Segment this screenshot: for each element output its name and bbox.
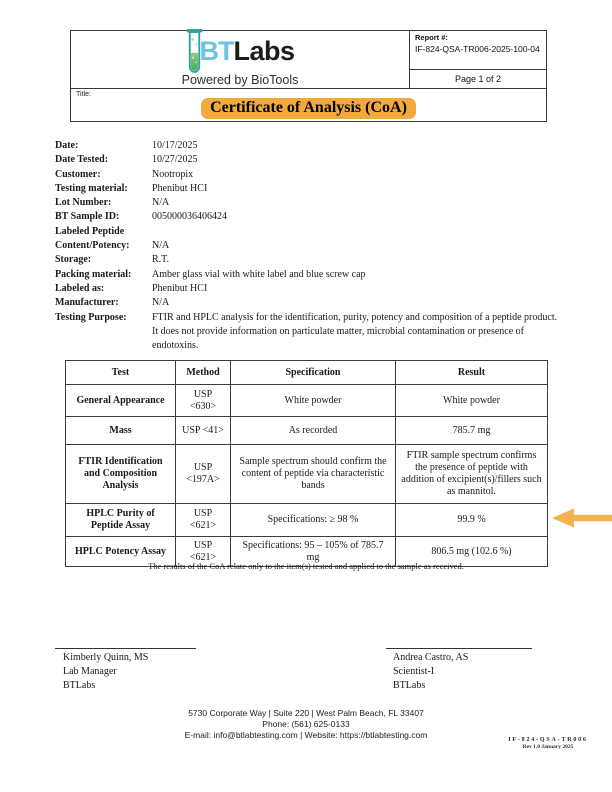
signature-block-lab-manager <box>55 648 196 693</box>
results-disclaimer: The results of the CoA relate only to the item(s) tested and applied to the sample as received. <box>148 561 464 571</box>
detail-label: Testing Purpose: <box>55 311 127 323</box>
detail-value <box>152 225 560 239</box>
detail-value: 10/17/2025 <box>152 140 198 151</box>
detail-value: N/A <box>152 240 170 252</box>
result-cell: 806.5 mg (102.6 %) <box>396 537 548 567</box>
column-header-result: Result <box>396 361 548 385</box>
detail-value: 005000036406424 <box>152 211 227 223</box>
detail-value: Nootropix <box>152 168 194 180</box>
result-cell: White powder <box>396 385 548 417</box>
detail-label: Lot Number: <box>55 197 112 209</box>
document-code-stamp <box>492 737 604 750</box>
detail-value: Amber glass vial with white label and blue screw cap <box>152 268 366 280</box>
table-row <box>66 385 548 417</box>
test-cell: FTIR Identification and Composition Analysis <box>66 445 176 504</box>
detail-row <box>55 253 562 267</box>
doc-code: IF-824-QSA-TR006 <box>508 737 588 743</box>
detail-label: Packing material: <box>55 268 132 280</box>
method-cell: USP <41> <box>176 417 231 445</box>
detail-value: FTIR and HPLC analysis for the identification, purity, potency and composition of a peptide product. It does not provide information on particulate matter, microbial contamination or presence of endotoxins. <box>152 311 558 352</box>
signer-name: Andrea Castro, AS <box>393 652 469 663</box>
document-title: Certificate of Analysis (CoA) <box>201 98 416 119</box>
detail-row <box>55 311 562 354</box>
detail-value: Phenibut HCI <box>152 182 208 194</box>
signer-title: Scientist-I <box>393 666 435 677</box>
detail-row <box>55 210 562 224</box>
signature-block-scientist <box>386 648 532 693</box>
specification-cell: Specifications: 95 – 105% of 785.7 mg <box>231 537 396 567</box>
detail-value: N/A <box>152 297 170 309</box>
signer-org: BTLabs <box>63 680 96 691</box>
detail-value: N/A <box>152 197 170 209</box>
detail-value: R.T. <box>152 254 170 266</box>
sample-details <box>55 139 562 353</box>
detail-row <box>55 239 562 253</box>
signer-name: Kimberly Quinn, MS <box>63 652 149 663</box>
footer-address: 5730 Corporate Way | Suite 220 | West Palm Beach, FL 33407 <box>188 708 424 718</box>
table-row <box>66 417 548 445</box>
specification-cell: As recorded <box>231 417 396 445</box>
detail-label: BT Sample ID: <box>55 211 120 223</box>
specification-cell: Specifications: ≥ 98 % <box>231 504 396 537</box>
table-row <box>66 504 548 537</box>
detail-label: Manufacturer: <box>55 297 119 309</box>
detail-row <box>55 168 562 182</box>
detail-value: 10/27/2025 <box>152 154 198 166</box>
column-header-method: Method <box>176 361 231 385</box>
logo-bt-text: BT <box>199 36 234 66</box>
test-tube-icon <box>185 28 204 74</box>
result-cell: FTIR sample spectrum confirms the presence of peptide with addition of excipient(s)/fillers such as mannitol. <box>396 445 548 504</box>
signer-title: Lab Manager <box>63 666 117 677</box>
method-cell: USP <197A> <box>176 445 231 504</box>
doc-revision: Rev 1.0 January 2025 <box>522 744 574 750</box>
specification-cell: White powder <box>231 385 396 417</box>
detail-label: Labeled Peptide <box>55 225 125 237</box>
detail-label: Testing material: <box>55 182 128 194</box>
specification-cell: Sample spectrum should confirm the content of peptide via characteristic bands <box>231 445 396 504</box>
detail-row <box>55 182 562 196</box>
detail-row <box>55 282 562 296</box>
detail-label: Date Tested: <box>55 154 109 166</box>
footer-phone: Phone: (561) 625-0133 <box>262 719 350 729</box>
detail-row <box>55 153 562 167</box>
detail-label: Content/Potency: <box>55 240 130 252</box>
test-cell: HPLC Potency Assay <box>66 537 176 567</box>
report-number-value: IF-824-QSA-TR006-2025-100-04 <box>415 44 540 54</box>
detail-row <box>55 268 562 282</box>
footer-email-website: E-mail: info@btlabtesting.com | Website: https://btlabtesting.com <box>184 730 428 740</box>
detail-label: Storage: <box>55 254 92 266</box>
page-indicator: Page 1 of 2 <box>454 74 502 84</box>
signer-org: BTLabs <box>393 680 426 691</box>
report-number-label: Report #: <box>415 33 448 42</box>
method-cell: USP <630> <box>176 385 231 417</box>
result-cell: 99.9 % <box>396 504 548 537</box>
detail-row <box>55 296 562 310</box>
detail-label: Customer: <box>55 168 101 180</box>
logo-labs-text: Labs <box>233 36 295 66</box>
detail-row <box>55 139 562 153</box>
test-cell: HPLC Purity of Peptide Assay <box>66 504 176 537</box>
detail-value: Phenibut HCI <box>152 282 208 294</box>
detail-row <box>55 225 562 239</box>
result-cell: 785.7 mg <box>396 417 548 445</box>
column-header-test: Test <box>66 361 176 385</box>
logo <box>71 31 410 88</box>
table-row <box>66 445 548 504</box>
detail-label: Labeled as: <box>55 282 105 294</box>
test-cell: General Appearance <box>66 385 176 417</box>
results-table <box>65 360 548 567</box>
method-cell: USP <621> <box>176 537 231 567</box>
detail-row <box>55 196 562 210</box>
table-header-row <box>66 361 548 385</box>
logo-tagline: Powered by BioTools <box>181 72 299 87</box>
column-header-specification: Specification <box>231 361 396 385</box>
detail-label: Date: <box>55 140 79 151</box>
title-field-label: Title: <box>76 91 91 98</box>
test-cell: Mass <box>66 417 176 445</box>
method-cell: USP <621> <box>176 504 231 537</box>
highlight-arrow-left-icon <box>552 504 612 532</box>
document-header <box>70 30 547 122</box>
